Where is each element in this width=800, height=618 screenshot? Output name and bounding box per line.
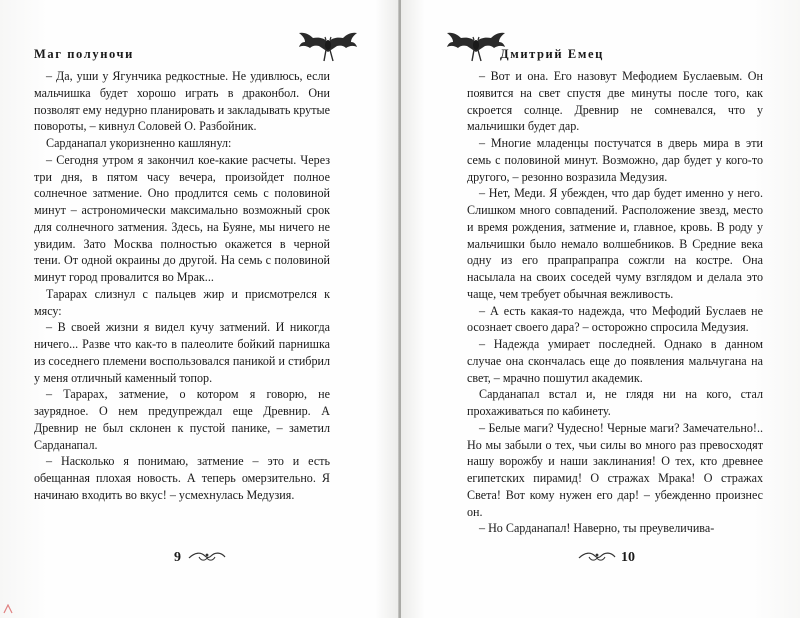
flourish-icon xyxy=(187,548,227,564)
flourish-icon xyxy=(577,548,617,564)
paragraph: – Надежда умирает последней. Однако в данном случае она скончалась еще до появления мальчугана на свет, – мрачно пошутил академик. xyxy=(467,337,763,385)
bat-icon xyxy=(445,28,507,64)
running-head-book-title: Маг полуночи xyxy=(34,47,134,61)
paragraph: – Вот и она. Его назовут Мефодием Буслаевым. Он появится на свет спустя две минуты после того, как скроется солнце. Древнир не сомневался, что у мальчишки будет дар. xyxy=(467,69,763,134)
paragraph: – Но Сарданапал! Наверно, ты преувеличива- xyxy=(479,521,715,536)
paragraph: Сарданапал укоризненно кашлянул: xyxy=(46,136,232,150)
paragraph: – В своей жизни я видел кучу затмений. И никогда ничего... Разве что как-то в палеолите бойкий парнишка из соседнего племени воспользовался паникой и стибрил у меня отличный каменный топор. xyxy=(34,320,330,385)
paragraph: – Насколько я понимаю, затмение – это и есть обещанная плохая новость. А теперь омерзительно. Я начинаю входить во вкус! – усмехнулась Медузия. xyxy=(34,454,330,502)
paragraph: – Многие младенцы постучатся в дверь мира в эти семь с половиной минут. Возможно, дар будет у кого-то другого, – резонно возразила Медузия. xyxy=(467,136,763,184)
left-page xyxy=(0,0,399,618)
paragraph: – А есть какая-то надежда, что Мефодий Буслаев не осознает своего дара? – осторожно спросила Медузия. xyxy=(467,303,763,335)
paragraph: – Белые маги? Чудесно! Черные маги? Замечательно!.. Но мы забыли о тех, чьи силы во много раз превосходят нашу ворожбу и наши заклинания! О тех, кто древнее египетских пирамид! О стражах Мрака! О стражах Света! Вот кому нужен его дар! – убежденно произнес он. xyxy=(467,420,763,519)
page-number: 10 xyxy=(621,550,635,565)
paragraph: – Нет, Меди. Я убежден, что дар будет именно у него. Слишком много совпадений. Расположение звезд, место и время рождения, затмение и, главное, кровь. В роду у мальчишки было немало волшебников. В Средние века одну из его прапрапрапра сожгли на костре. Она насылала на своих соседей чуму взглядом и делала это чаще, чем требует обычная вежливость. xyxy=(467,186,763,301)
paragraph: – Сегодня утром я закончил кое-какие расчеты. Через три дня, в пятом часу вечера, произойдет полное солнечное затмение. Оно продлится семь с половиной минут – астрономически максимально возможный срок для солнечного затмения. Здесь, на Буяне, мы ничего не увидим. Зато Москва полностью окажется в черной тени. От одной окраины до другой. На семь с половиной минут город провалится во Мрак... xyxy=(34,152,330,284)
running-head-author: Дмитрий Емец xyxy=(500,47,604,61)
right-page xyxy=(401,0,800,618)
page-number: 9 xyxy=(174,550,181,565)
paragraph: Тарарах слизнул с пальцев жир и присмотрелся к мясу: xyxy=(34,286,330,318)
paragraph: – Тарарах, затмение, о котором я говорю, не заурядное. О нем предупреждал еще Древнир. А Древнир не был склонен к пустой панике, – заметил Сарданапал. xyxy=(34,387,330,452)
left-page-body xyxy=(34,68,330,504)
right-page-body xyxy=(467,68,763,537)
bat-icon xyxy=(297,28,359,64)
corner-mark-icon xyxy=(3,604,13,614)
paragraph: Сарданапал встал и, не глядя ни на кого, стал прохаживаться по кабинету. xyxy=(467,387,763,418)
paragraph: – Да, уши у Ягунчика редкостные. Не удивлюсь, если мальчишка будет хорошо играть в драконбол. Они позволят ему недурно планировать и закладывать крутые повороты, – кивнул Соловей О. Разбойник. xyxy=(34,69,330,134)
